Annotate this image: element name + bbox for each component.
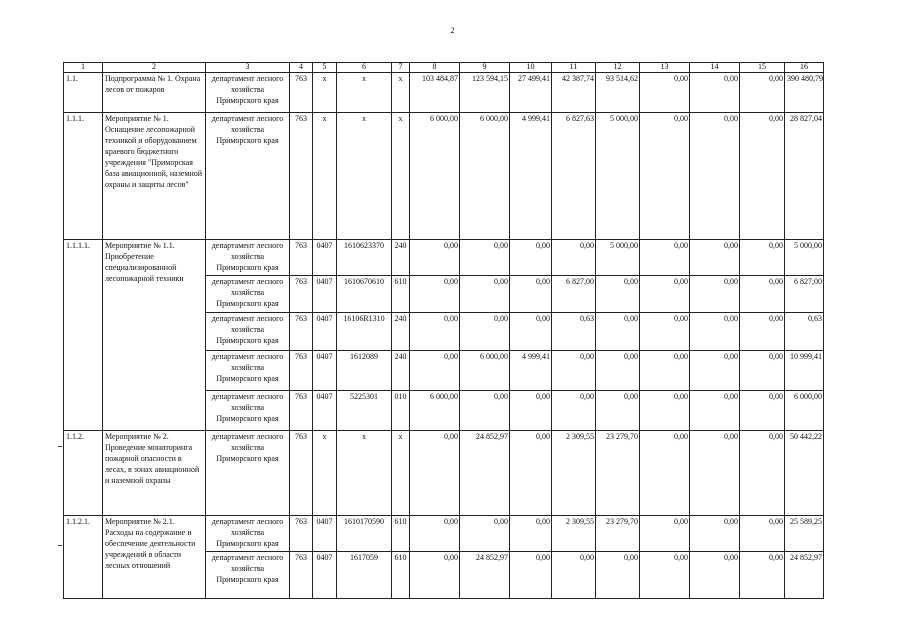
amount-col-16: 390 480,79 [785, 73, 824, 113]
expense-type-code: 240 [392, 313, 410, 351]
amount-col-10: 0,00 [510, 240, 552, 276]
amount-col-12: 0,00 [596, 351, 640, 391]
item-name: Мероприятие № 1. Оснащение лесопожарной техникой и оборудованием краевого бюджетного учреждения "Приморская база авиационной, наземной охраны и защиты лесов" [103, 113, 206, 240]
target-code: 16106R1310 [337, 313, 392, 351]
column-number-5: 5 [313, 63, 337, 73]
item-number: 1.1.1.1. [64, 240, 103, 431]
amount-col-15: 0,00 [740, 516, 785, 552]
column-number-row [64, 63, 824, 73]
amount-col-11: 2 309,55 [552, 431, 596, 516]
column-number-10: 10 [510, 63, 552, 73]
column-number-13: 13 [640, 63, 690, 73]
grbs-code: 763 [290, 113, 313, 240]
amount-col-14: 0,00 [690, 351, 740, 391]
amount-col-11: 6 827,00 [552, 276, 596, 313]
grbs-code: 763 [290, 351, 313, 391]
amount-col-11: 0,00 [552, 391, 596, 431]
amount-col-15: 0,00 [740, 391, 785, 431]
amount-col-11: 42 387,74 [552, 73, 596, 113]
amount-col-14: 0,00 [690, 276, 740, 313]
amount-col-8: 103 484,87 [410, 73, 460, 113]
target-code: х [337, 73, 392, 113]
grbs-code: 763 [290, 276, 313, 313]
column-number-6: 6 [337, 63, 392, 73]
amount-col-12: 0,00 [596, 391, 640, 431]
target-code: 5225301 [337, 391, 392, 431]
amount-col-16: 6 000,00 [785, 391, 824, 431]
responsible-executor: департамент лесного хозяйства Приморского края [206, 276, 290, 313]
amount-col-12: 0,00 [596, 552, 640, 599]
responsible-executor: департамент лесного хозяйства Приморского края [206, 516, 290, 552]
column-number-11: 11 [552, 63, 596, 73]
target-code: х [337, 431, 392, 516]
amount-col-14: 0,00 [690, 391, 740, 431]
section-code: х [313, 73, 337, 113]
responsible-executor: департамент лесного хозяйства Приморского края [206, 113, 290, 240]
amount-col-13: 0,00 [640, 240, 690, 276]
amount-col-9: 0,00 [460, 276, 510, 313]
expense-type-code: х [392, 431, 410, 516]
column-number-4: 4 [290, 63, 313, 73]
amount-col-14: 0,00 [690, 516, 740, 552]
amount-col-15: 0,00 [740, 113, 785, 240]
expense-type-code: 610 [392, 276, 410, 313]
target-code: 1610623370 [337, 240, 392, 276]
amount-col-14: 0,00 [690, 431, 740, 516]
target-code: 1612089 [337, 351, 392, 391]
amount-col-16: 50 442,22 [785, 431, 824, 516]
expense-type-code: х [392, 73, 410, 113]
section-code: 0407 [313, 313, 337, 351]
table-body [64, 63, 824, 599]
amount-col-13: 0,00 [640, 391, 690, 431]
amount-col-9: 0,00 [460, 516, 510, 552]
amount-col-10: 4 999,41 [510, 113, 552, 240]
amount-col-12: 5 000,00 [596, 113, 640, 240]
amount-col-13: 0,00 [640, 73, 690, 113]
amount-col-8: 6 000,00 [410, 113, 460, 240]
amount-col-12: 23 279,70 [596, 431, 640, 516]
amount-col-16: 28 827,04 [785, 113, 824, 240]
grbs-code: 763 [290, 313, 313, 351]
column-number-3: 3 [206, 63, 290, 73]
budget-table [63, 62, 824, 599]
amount-col-13: 0,00 [640, 351, 690, 391]
item-number: 1.1.1. [64, 113, 103, 240]
column-number-14: 14 [690, 63, 740, 73]
grbs-code: 763 [290, 73, 313, 113]
section-code: х [313, 431, 337, 516]
amount-col-8: 0,00 [410, 240, 460, 276]
section-code: х [313, 113, 337, 240]
amount-col-12: 0,00 [596, 313, 640, 351]
margin-mark [58, 446, 62, 447]
amount-col-16: 6 827,00 [785, 276, 824, 313]
grbs-code: 763 [290, 240, 313, 276]
column-number-12: 12 [596, 63, 640, 73]
amount-col-14: 0,00 [690, 313, 740, 351]
amount-col-12: 93 514,62 [596, 73, 640, 113]
section-code: 0407 [313, 351, 337, 391]
target-code: 1610670610 [337, 276, 392, 313]
item-name: Мероприятие № 2. Проведение мониторинга пожарной опасности в лесах, в зонах авиационной и наземной охраны [103, 431, 206, 516]
amount-col-15: 0,00 [740, 240, 785, 276]
expense-type-code: 240 [392, 240, 410, 276]
column-number-15: 15 [740, 63, 785, 73]
amount-col-13: 0,00 [640, 276, 690, 313]
amount-col-15: 0,00 [740, 313, 785, 351]
amount-col-10: 0,00 [510, 391, 552, 431]
expense-type-code: 610 [392, 552, 410, 599]
column-number-1: 1 [64, 63, 103, 73]
amount-col-14: 0,00 [690, 73, 740, 113]
expense-type-code: х [392, 113, 410, 240]
amount-col-9: 0,00 [460, 313, 510, 351]
section-code: 0407 [313, 516, 337, 552]
responsible-executor: департамент лесного хозяйства Приморского края [206, 351, 290, 391]
amount-col-9: 0,00 [460, 240, 510, 276]
amount-col-16: 24 852,97 [785, 552, 824, 599]
responsible-executor: департамент лесного хозяйства Приморского края [206, 73, 290, 113]
item-name: Подпрограмма № 1. Охрана лесов от пожаров [103, 73, 206, 113]
amount-col-8: 0,00 [410, 431, 460, 516]
amount-col-9: 24 852,97 [460, 552, 510, 599]
amount-col-12: 23 279,70 [596, 516, 640, 552]
target-code: х [337, 113, 392, 240]
grbs-code: 763 [290, 516, 313, 552]
amount-col-9: 24 852,97 [460, 431, 510, 516]
item-number: 1.1. [64, 73, 103, 113]
amount-col-16: 10 999,41 [785, 351, 824, 391]
section-code: 0407 [313, 276, 337, 313]
responsible-executor: департамент лесного хозяйства Приморского края [206, 552, 290, 599]
column-number-9: 9 [460, 63, 510, 73]
table-row [64, 516, 824, 552]
expense-type-code: 010 [392, 391, 410, 431]
amount-col-8: 0,00 [410, 516, 460, 552]
amount-col-11: 0,00 [552, 351, 596, 391]
table-row [64, 240, 824, 276]
amount-col-10: 0,00 [510, 552, 552, 599]
page-number: 2 [450, 26, 455, 35]
amount-col-11: 6 827,63 [552, 113, 596, 240]
amount-col-9: 6 000,00 [460, 113, 510, 240]
section-code: 0407 [313, 391, 337, 431]
responsible-executor: департамент лесного хозяйства Приморского края [206, 391, 290, 431]
expense-type-code: 240 [392, 351, 410, 391]
amount-col-13: 0,00 [640, 113, 690, 240]
section-code: 0407 [313, 240, 337, 276]
amount-col-16: 0,63 [785, 313, 824, 351]
target-code: 1610170590 [337, 516, 392, 552]
margin-mark [58, 545, 62, 546]
responsible-executor: департамент лесного хозяйства Приморского края [206, 240, 290, 276]
amount-col-15: 0,00 [740, 73, 785, 113]
amount-col-12: 5 000,00 [596, 240, 640, 276]
amount-col-13: 0,00 [640, 552, 690, 599]
expense-type-code: 610 [392, 516, 410, 552]
grbs-code: 763 [290, 391, 313, 431]
amount-col-14: 0,00 [690, 552, 740, 599]
item-number: 1.1.2. [64, 431, 103, 516]
responsible-executor: департамент лесного хозяйства Приморского края [206, 431, 290, 516]
grbs-code: 763 [290, 552, 313, 599]
table-row [64, 431, 824, 516]
table-row [64, 73, 824, 113]
amount-col-10: 4 999,41 [510, 351, 552, 391]
item-name: Мероприятие № 2.1. Расходы на содержание и обеспечение деятельности учреждений в области лесных отношений [103, 516, 206, 599]
amount-col-15: 0,00 [740, 431, 785, 516]
amount-col-9: 0,00 [460, 391, 510, 431]
amount-col-8: 0,00 [410, 552, 460, 599]
amount-col-11: 2 309,55 [552, 516, 596, 552]
amount-col-11: 0,63 [552, 313, 596, 351]
item-number: 1.1.2.1. [64, 516, 103, 599]
amount-col-13: 0,00 [640, 313, 690, 351]
amount-col-11: 0,00 [552, 240, 596, 276]
amount-col-8: 0,00 [410, 276, 460, 313]
amount-col-16: 25 589,25 [785, 516, 824, 552]
amount-col-9: 123 594,15 [460, 73, 510, 113]
amount-col-13: 0,00 [640, 516, 690, 552]
column-number-2: 2 [103, 63, 206, 73]
responsible-executor: департамент лесного хозяйства Приморского края [206, 313, 290, 351]
amount-col-8: 0,00 [410, 313, 460, 351]
amount-col-10: 0,00 [510, 431, 552, 516]
item-name: Мероприятие № 1.1. Приобретение специализированной лесопожарной техники [103, 240, 206, 431]
amount-col-10: 27 499,41 [510, 73, 552, 113]
amount-col-9: 6 000,00 [460, 351, 510, 391]
amount-col-15: 0,00 [740, 552, 785, 599]
amount-col-14: 0,00 [690, 240, 740, 276]
section-code: 0407 [313, 552, 337, 599]
amount-col-11: 0,00 [552, 552, 596, 599]
column-number-16: 16 [785, 63, 824, 73]
amount-col-10: 0,00 [510, 516, 552, 552]
amount-col-10: 0,00 [510, 276, 552, 313]
amount-col-13: 0,00 [640, 431, 690, 516]
amount-col-15: 0,00 [740, 276, 785, 313]
amount-col-15: 0,00 [740, 351, 785, 391]
column-number-8: 8 [410, 63, 460, 73]
amount-col-14: 0,00 [690, 113, 740, 240]
amount-col-8: 6 000,00 [410, 391, 460, 431]
amount-col-12: 0,00 [596, 276, 640, 313]
column-number-7: 7 [392, 63, 410, 73]
grbs-code: 763 [290, 431, 313, 516]
target-code: 1617059 [337, 552, 392, 599]
amount-col-16: 5 000,00 [785, 240, 824, 276]
amount-col-8: 0,00 [410, 351, 460, 391]
amount-col-10: 0,00 [510, 313, 552, 351]
table-row [64, 113, 824, 240]
